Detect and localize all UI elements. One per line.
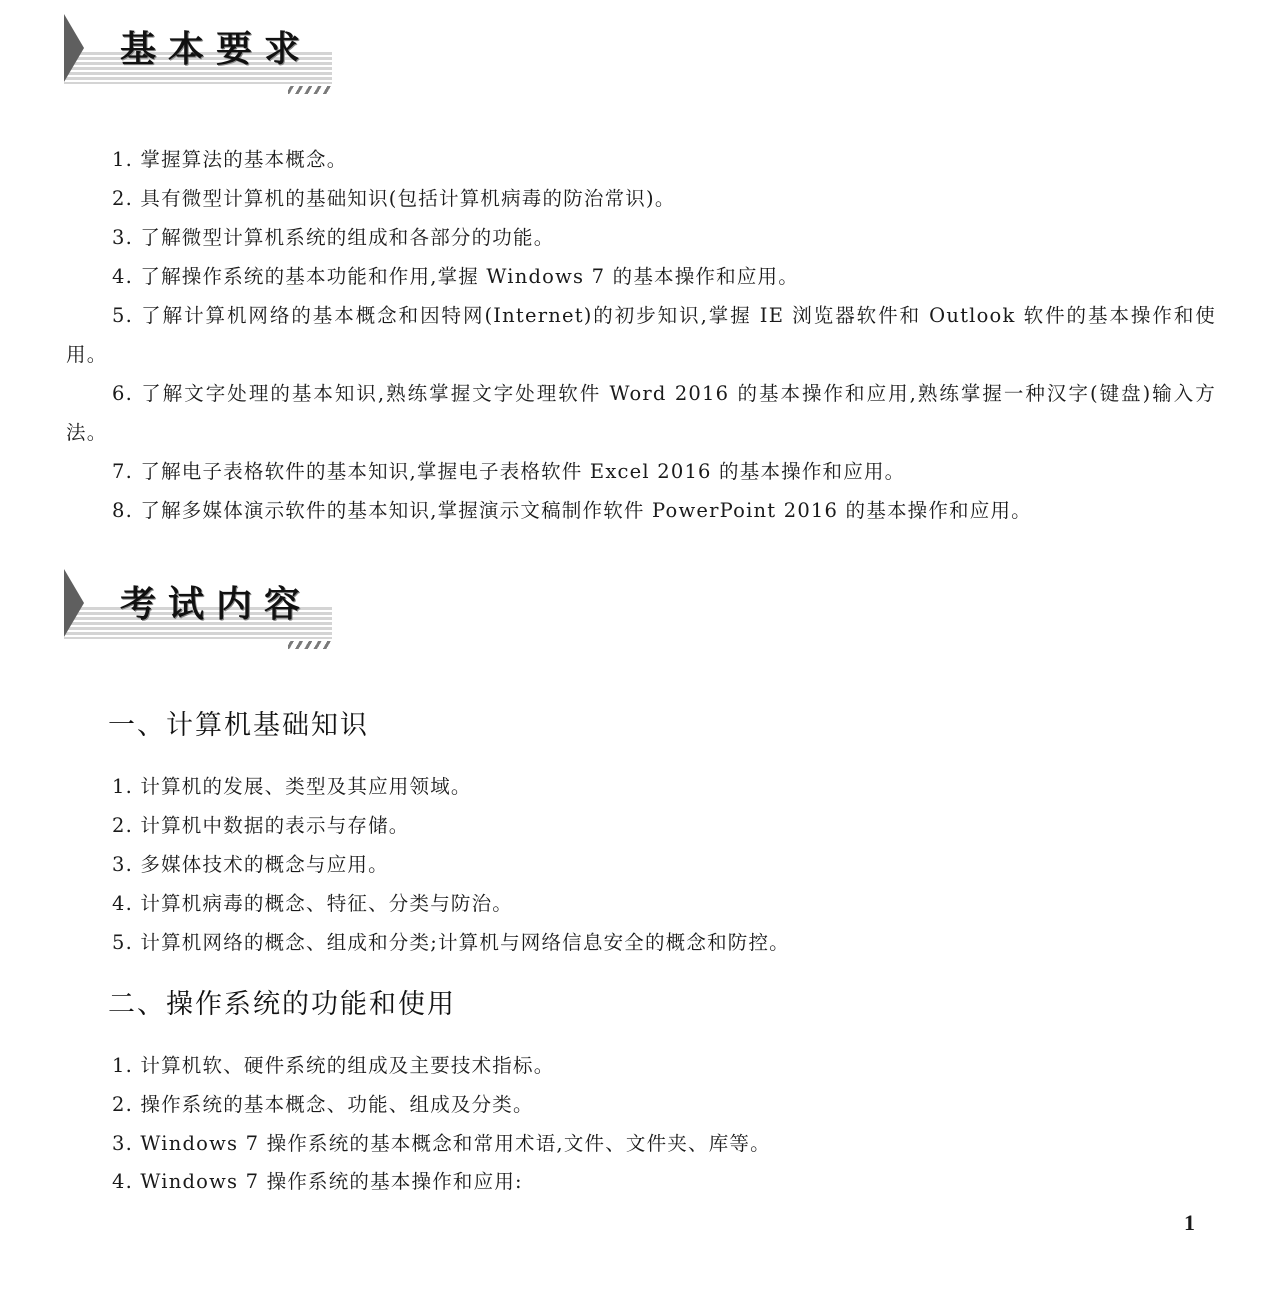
content-item: 2. 计算机中数据的表示与存储。 [112,814,410,837]
content-item: 3. 多媒体技术的概念与应用。 [112,853,389,876]
subsection-heading: 二、操作系统的功能和使用 [108,989,456,1020]
requirement-item: 7. 了解电子表格软件的基本知识,掌握电子表格软件 Excel 2016 的基本操作和应用。 [112,460,906,483]
page-number: 1 [1184,1210,1195,1235]
requirement-item: 5. 了解计算机网络的基本概念和因特网(Internet)的初步知识,掌握 IE 浏览器软件和 Outlook 软件的基本操作和使用。 [66,304,1216,366]
banner-arrow-icon [64,569,84,637]
section-title: 考试内容 [120,584,313,625]
banner-hatch-decoration [288,86,332,94]
section-banner-exam-content [64,569,332,649]
content-item: 4. Windows 7 操作系统的基本操作和应用: [112,1170,523,1193]
section-banner-requirements [64,14,332,94]
requirement-item: 4. 了解操作系统的基本功能和作用,掌握 Windows 7 的基本操作和应用。 [112,265,799,288]
content-item: 3. Windows 7 操作系统的基本概念和常用术语,文件、文件夹、库等。 [112,1132,771,1155]
subsection-heading: 一、计算机基础知识 [108,710,369,741]
banner-hatch-decoration [288,641,332,649]
content-item: 1. 计算机软、硬件系统的组成及主要技术指标。 [112,1054,555,1077]
requirement-item: 8. 了解多媒体演示软件的基本知识,掌握演示文稿制作软件 PowerPoint 2016 的基本操作和应用。 [112,499,1032,522]
section-title: 基本要求 [120,29,313,70]
banner-arrow-icon [64,14,84,82]
content-item: 5. 计算机网络的概念、组成和分类;计算机与网络信息安全的概念和防控。 [112,931,790,954]
requirement-item: 1. 掌握算法的基本概念。 [112,148,348,171]
content-item: 4. 计算机病毒的概念、特征、分类与防治。 [112,892,514,915]
requirement-item: 3. 了解微型计算机系统的组成和各部分的功能。 [112,226,555,249]
content-item: 1. 计算机的发展、类型及其应用领域。 [112,775,472,798]
requirement-item: 2. 具有微型计算机的基础知识(包括计算机病毒的防治常识)。 [112,187,676,210]
requirement-item: 6. 了解文字处理的基本知识,熟练掌握文字处理软件 Word 2016 的基本操作和应用,熟练掌握一种汉字(键盘)输入方法。 [66,382,1216,444]
content-item: 2. 操作系统的基本概念、功能、组成及分类。 [112,1093,534,1116]
